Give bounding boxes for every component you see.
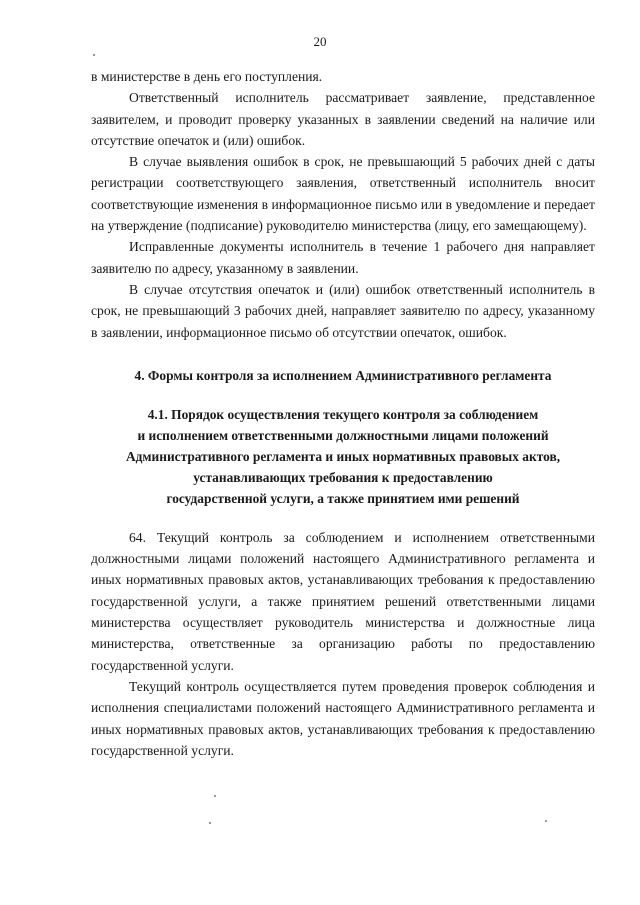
page-number: 20 xyxy=(313,34,327,49)
paragraph: Текущий контроль осуществляется путем проведения проверок соблюдения и исполнения специалистами положений настоящего Административного регламента и иных нормативных правовых актов, устанавливающих требования к предоставлению государственной услуги. xyxy=(91,678,595,758)
subsection-title-line: государственной услуги, а также принятием ими решений xyxy=(166,490,520,506)
subsection-title-line: Административного регламента и иных нормативных правовых актов, xyxy=(125,448,561,464)
paragraph: в министерстве в день его поступления. xyxy=(91,69,323,84)
scan-speck xyxy=(93,54,95,56)
subsection-title-line: и исполнением ответственными должностными лицами положений xyxy=(137,427,549,443)
subsection-title-line: 4.1. Порядок осуществления текущего контроля за соблюдением xyxy=(147,406,539,422)
paragraph: Исправленные документы исполнитель в течение 1 рабочего дня направляет заявителю по адресу, указанному в заявлении. xyxy=(91,239,595,276)
scan-speck xyxy=(209,822,211,824)
paragraph: В случае выявления ошибок в срок, не превышающий 5 рабочих дней с даты регистрации соответствующего заявления, ответственный исполнитель вносит соответствующие изменения в информационное письмо или в уведомление и передает на утверждение (подписание) руководителю министерства (лицу, его замещающему). xyxy=(91,154,595,234)
paragraph: В случае отсутствия опечаток и (или) ошибок ответственный исполнитель в срок, не превышающий 3 рабочих дней, направляет заявителю по адресу, указанному в заявлении, информационное письмо об отсутствии опечаток, ошибок. xyxy=(91,281,595,340)
paragraph: Ответственный исполнитель рассматривает заявление, представленное заявителем, и проводит проверку указанных в заявлении сведений на наличие или отсутствие опечаток и (или) ошибок. xyxy=(91,90,595,148)
paragraph: 64. Текущий контроль за соблюдением и исполнением ответственными должностными лицами положений настоящего Административного регламента и иных нормативных правовых актов, устанавливающих требования к предоставлению государственной услуги, а также принятием решений ответственными лицами министерства осуществляет руководитель министерства и должностные лица министерства, ответственные за организацию работы по предоставлению государственной услуги. xyxy=(91,529,595,673)
subsection-title-line: устанавливающих требования к предоставлению xyxy=(193,469,493,485)
subsection-title xyxy=(91,404,595,509)
section-title: 4. Формы контроля за исполнением Административного регламента xyxy=(134,367,552,383)
scan-speck xyxy=(545,820,547,822)
document-body xyxy=(91,66,595,761)
scan-speck xyxy=(214,795,216,797)
